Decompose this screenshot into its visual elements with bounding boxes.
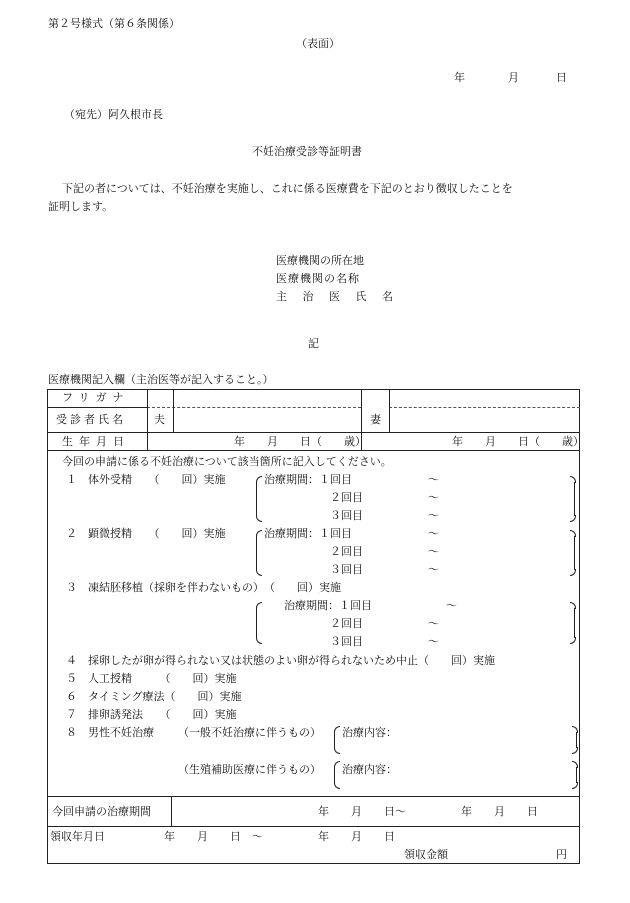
form-number: 第２号様式（第６条関係）	[48, 17, 180, 30]
instruction-text: 今回の申請に係る不妊治療について該当箇所に記入してください。	[62, 455, 392, 468]
tilde: ～	[428, 491, 439, 504]
tilde: ～	[428, 635, 439, 648]
item2-icsi: ２ 顕微授精 （ 回）実施	[66, 527, 226, 540]
item2-period-2: ２回目	[330, 545, 363, 558]
receipt-date-label: 領収年月日	[50, 830, 105, 843]
item1-ivf: １ 体外受精 （ 回）実施	[66, 473, 226, 486]
item4-cancelled: ４ 採卵したが卵が得られない又は状態のよい卵が得られないため中止（ 回）実施	[66, 654, 495, 667]
item7-ovulation: ７ 排卵誘発法 （ 回）実施	[66, 708, 237, 721]
item3-frozen-embryo: ３ 凍結胚移植（採卵を伴わないもの） （ 回）実施	[66, 581, 341, 594]
item2-period-1: 治療期間：１回目	[264, 527, 352, 540]
tilde: ～	[428, 527, 439, 540]
receipt-date-value: 年 月 日 ～ 年 月 日	[164, 830, 395, 843]
tilde: ～	[428, 617, 439, 630]
wife-label: 妻	[370, 413, 381, 426]
husband-label: 夫	[154, 413, 165, 426]
tilde: ～	[446, 599, 457, 612]
body-text-line1: 下記の者については、不妊治療を実施し、これに係る医療費を下記のとおり徴収したことを	[62, 182, 513, 195]
item3-period-3: ３回目	[330, 635, 363, 648]
wife-birthdate: 年 月 日（ 歳）	[452, 435, 584, 448]
item1-period-2: ２回目	[330, 491, 363, 504]
husband-birthdate: 年 月 日（ 歳）	[234, 435, 366, 448]
ki-label: 記	[308, 337, 319, 350]
yen-label: 円	[556, 848, 567, 861]
item2-period-3: ３回目	[330, 563, 363, 576]
patient-name-label: 受診者氏名	[56, 413, 126, 426]
item8-male-infertility: ８ 男性不妊治療	[66, 726, 154, 739]
period-row-label: 今回申請の治療期間	[52, 805, 151, 818]
date-year: 年	[454, 71, 465, 84]
tilde: ～	[428, 473, 439, 486]
tilde: ～	[428, 563, 439, 576]
institution-address-label: 医療機関の所在地	[276, 254, 364, 267]
period-row-value: 年 月 日～ 年 月 日	[318, 805, 538, 818]
addressee: （宛先）阿久根市長	[64, 108, 163, 121]
document-title: 不妊治療受診等証明書	[252, 145, 362, 158]
item3-period-2: ２回目	[330, 617, 363, 630]
body-text-line2: 証明します。	[48, 200, 114, 213]
item6-timing: ６ タイミング療法（ 回）実施	[66, 690, 242, 703]
item1-period-1: 治療期間：１回目	[264, 473, 352, 486]
item5-insemination: ５ 人工授精 （ 回）実施	[66, 672, 237, 685]
item1-period-3: ３回目	[330, 509, 363, 522]
furigana-label: フリガナ	[62, 391, 130, 404]
item8-sub-general: （一般不妊治療に伴うもの）	[178, 726, 321, 739]
item3-period-1: 治療期間：１回目	[284, 599, 372, 612]
item8-content-1: 治療内容：	[342, 726, 397, 739]
item8-content-2: 治療内容：	[342, 763, 397, 776]
date-day: 日	[556, 71, 567, 84]
receipt-amount-label: 領収金額	[404, 848, 448, 861]
doctor-label: 主 治 医 氏 名	[276, 290, 399, 303]
tilde: ～	[428, 545, 439, 558]
birthdate-label: 生年月日	[62, 435, 130, 448]
tilde: ～	[428, 509, 439, 522]
item8-sub-art: （生殖補助医療に伴うもの）	[178, 763, 321, 776]
institution-name-label: 医療機関の名称	[276, 272, 360, 285]
section-label: 医療機関記入欄（主治医等が記入すること。）	[48, 373, 274, 386]
date-month: 月	[508, 71, 519, 84]
side-label: （表面）	[296, 37, 340, 50]
